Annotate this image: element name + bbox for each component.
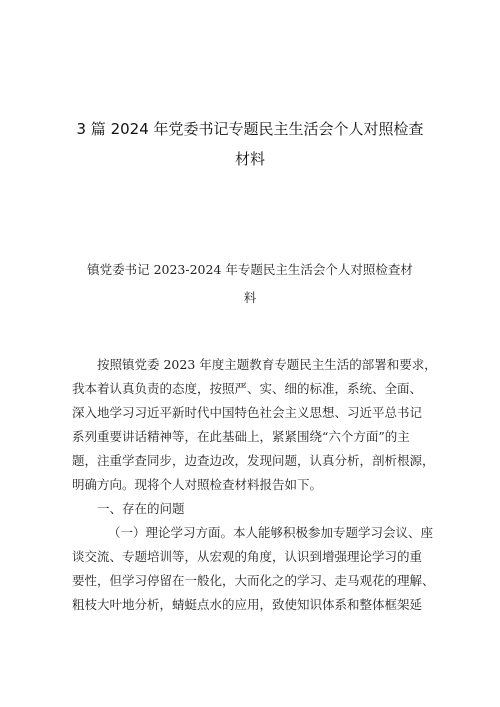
document-title-line-1: 3 篇 2024 年党委书记专题民主生活会个人对照检查 <box>76 120 424 138</box>
paragraph-2-line: （一）理论学习方面。本人能够积极参加专题学习会议、座 <box>108 525 434 540</box>
document-title-line-2: 材料 <box>234 150 265 168</box>
document-body <box>72 353 440 617</box>
paragraph-1-line: 深入地学习习近平新时代中国特色社会主义思想、习近平总书记 <box>72 405 423 420</box>
paragraph-1-line: 题，注重学查同步，边查边改，发现问题，认真分析，剖析根源， <box>72 453 435 468</box>
paragraph-1-line: 我本着认真负责的态度，按照严、实、细的标准，系统、全面、 <box>72 381 423 396</box>
section-title-line-2: 料 <box>243 290 257 305</box>
section-title-line-1: 镇党委书记 2023-2024 年专题民主生活会个人对照检查材 <box>87 262 413 277</box>
paragraph-1-line: 按照镇党委 2023 年度主题教育专题民主生活的部署和要求， <box>97 357 437 372</box>
paragraph-2-line: 粗枝大叶地分析，蜻蜓点水的应用，致使知识体系和整体框架延 <box>72 597 423 612</box>
section-heading-issues: 一、存在的问题 <box>97 501 185 516</box>
paragraph-1-line: 系列重要讲话精神等，在此基础上，紧紧围绕“六个方面”的主 <box>72 429 410 444</box>
section-title <box>70 256 430 312</box>
paragraph-1-line: 明确方向。现将个人对照检查材料报告如下。 <box>72 477 323 492</box>
paragraph-2-line: 要性，但学习停留在一般化，大而化之的学习、走马观花的理解、 <box>72 573 435 588</box>
paragraph-2-line: 谈交流、专题培训等，从宏观的角度，认识到增强理论学习的重 <box>72 549 423 564</box>
document-title <box>60 114 440 174</box>
